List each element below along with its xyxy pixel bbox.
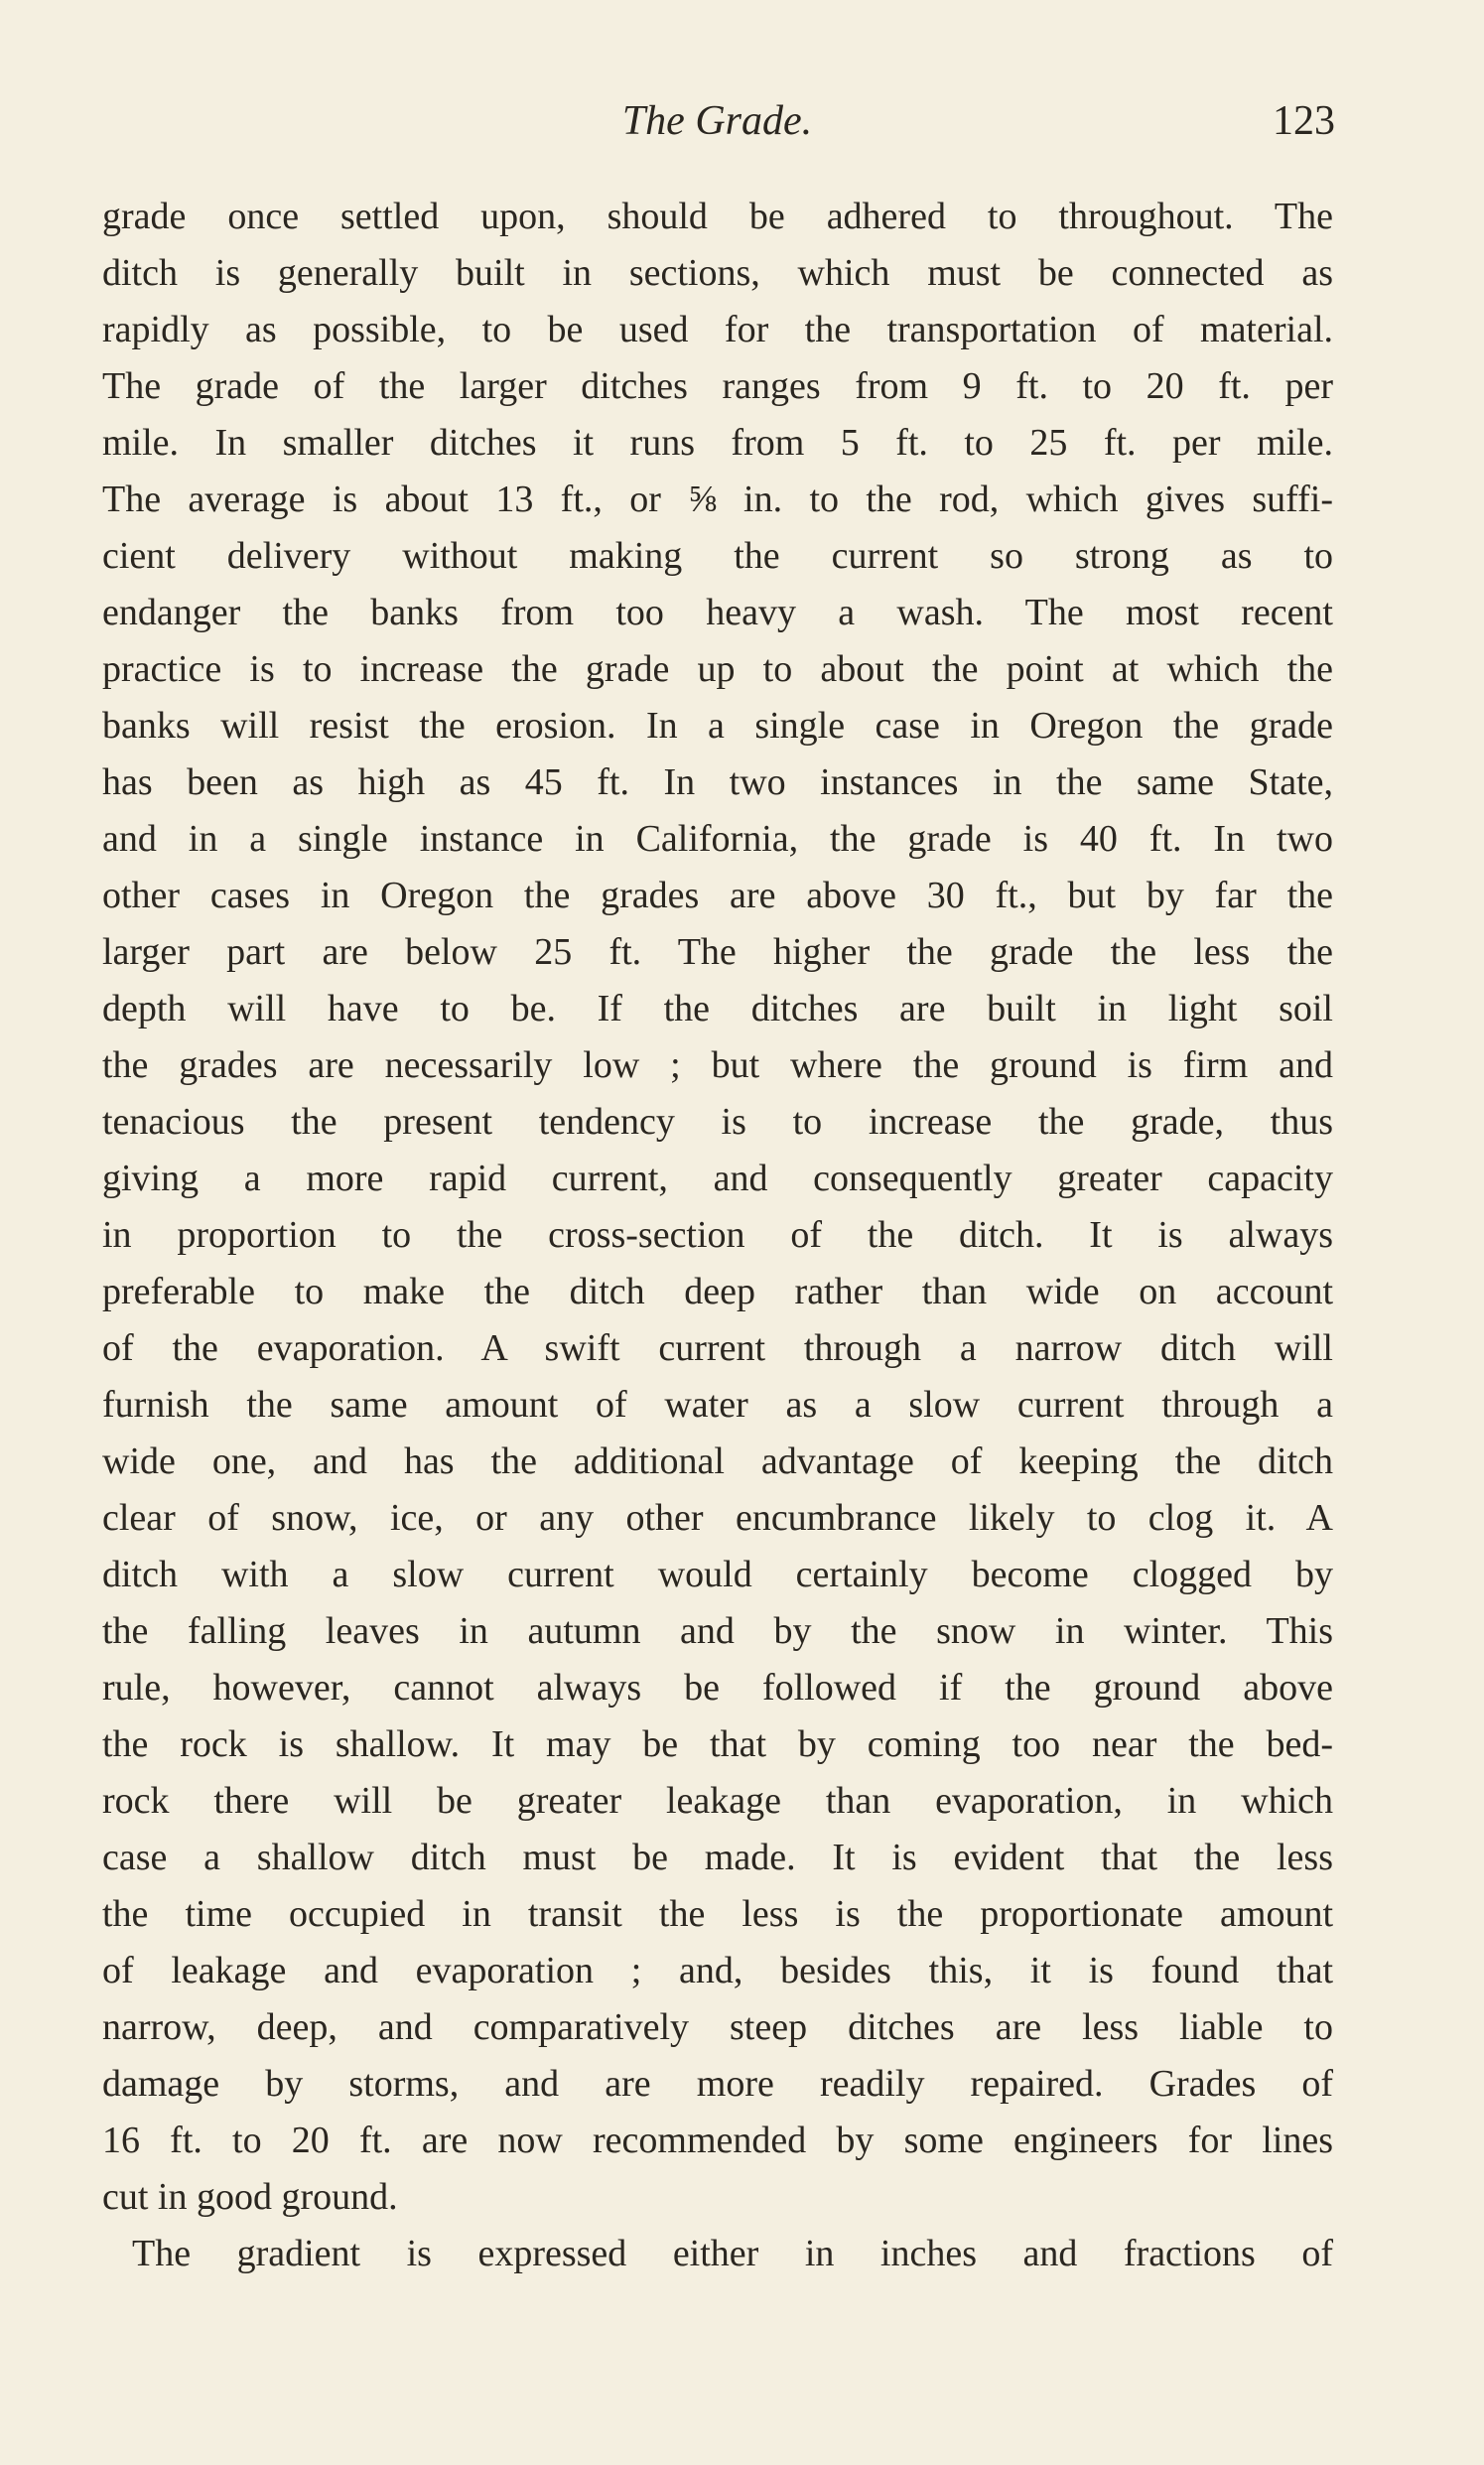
text-line: mile. In smaller ditches it runs from 5 ft. to 25 ft. per mile. xyxy=(102,422,1333,464)
text-line: furnish the same amount of water as a slow current through a xyxy=(102,1384,1333,1426)
text-line: narrow, deep, and comparatively steep ditches are less liable to xyxy=(102,2006,1333,2048)
text-line: the falling leaves in autumn and by the snow in winter. This xyxy=(102,1610,1333,1652)
running-head xyxy=(99,91,1335,151)
text-line: grade once settled upon, should be adhered to throughout. The xyxy=(102,196,1333,237)
paragraph-end-line: cut in good ground. xyxy=(102,2176,398,2218)
text-line: wide one, and has the additional advantage of keeping the ditch xyxy=(102,1440,1333,1482)
text-line: the grades are necessarily low ; but where the ground is firm and xyxy=(102,1044,1333,1086)
text-line: the time occupied in transit the less is the proportionate amount xyxy=(102,1893,1333,1935)
text-line: clear of snow, ice, or any other encumbrance likely to clog it. A xyxy=(102,1497,1333,1539)
text-line: tenacious the present tendency is to increase the grade, thus xyxy=(102,1101,1333,1143)
text-line: rule, however, cannot always be followed if the ground above xyxy=(102,1667,1333,1709)
text-line: The average is about 13 ft., or ⅝ in. to the rod, which gives suffi- xyxy=(102,479,1333,520)
text-line: practice is to increase the grade up to about the point at which the xyxy=(102,648,1333,690)
text-line: in proportion to the cross-section of the ditch. It is always xyxy=(102,1214,1333,1256)
text-line: banks will resist the erosion. In a single case in Oregon the grade xyxy=(102,705,1333,747)
text-line: has been as high as 45 ft. In two instances in the same State, xyxy=(102,761,1333,803)
text-line: of leakage and evaporation ; and, besides this, it is found that xyxy=(102,1950,1333,1991)
running-title: The Grade. xyxy=(621,98,813,144)
text-line: of the evaporation. A swift current through a narrow ditch will xyxy=(102,1327,1333,1369)
text-line: preferable to make the ditch deep rather than wide on account xyxy=(102,1271,1333,1312)
text-line: endanger the banks from too heavy a wash. The most recent xyxy=(102,592,1333,633)
page-number: 123 xyxy=(1273,98,1335,144)
text-line: cient delivery without making the current so strong as to xyxy=(102,535,1333,577)
text-line: giving a more rapid current, and consequently greater capacity xyxy=(102,1158,1333,1199)
text-line: ditch is generally built in sections, which must be connected as xyxy=(102,252,1333,294)
text-line: depth will have to be. If the ditches are built in light soil xyxy=(102,988,1333,1029)
text-line: 16 ft. to 20 ft. are now recommended by some engineers for lines xyxy=(102,2120,1333,2161)
text-line: rock there will be greater leakage than evaporation, in which xyxy=(102,1780,1333,1822)
paragraph-start-line: The gradient is expressed either in inches and fractions of xyxy=(132,2233,1333,2274)
text-line: damage by storms, and are more readily repaired. Grades of xyxy=(102,2063,1333,2105)
text-line: The grade of the larger ditches ranges from 9 ft. to 20 ft. per xyxy=(102,365,1333,407)
text-line: other cases in Oregon the grades are above 30 ft., but by far the xyxy=(102,875,1333,916)
text-line: rapidly as possible, to be used for the transportation of material. xyxy=(102,309,1333,350)
text-line: the rock is shallow. It may be that by coming too near the bed- xyxy=(102,1723,1333,1765)
text-line: case a shallow ditch must be made. It is evident that the less xyxy=(102,1837,1333,1878)
body-text xyxy=(102,189,1333,2282)
text-line: and in a single instance in California, the grade is 40 ft. In two xyxy=(102,818,1333,860)
text-line: ditch with a slow current would certainly become clogged by xyxy=(102,1554,1333,1595)
text-line: larger part are below 25 ft. The higher the grade the less the xyxy=(102,931,1333,973)
